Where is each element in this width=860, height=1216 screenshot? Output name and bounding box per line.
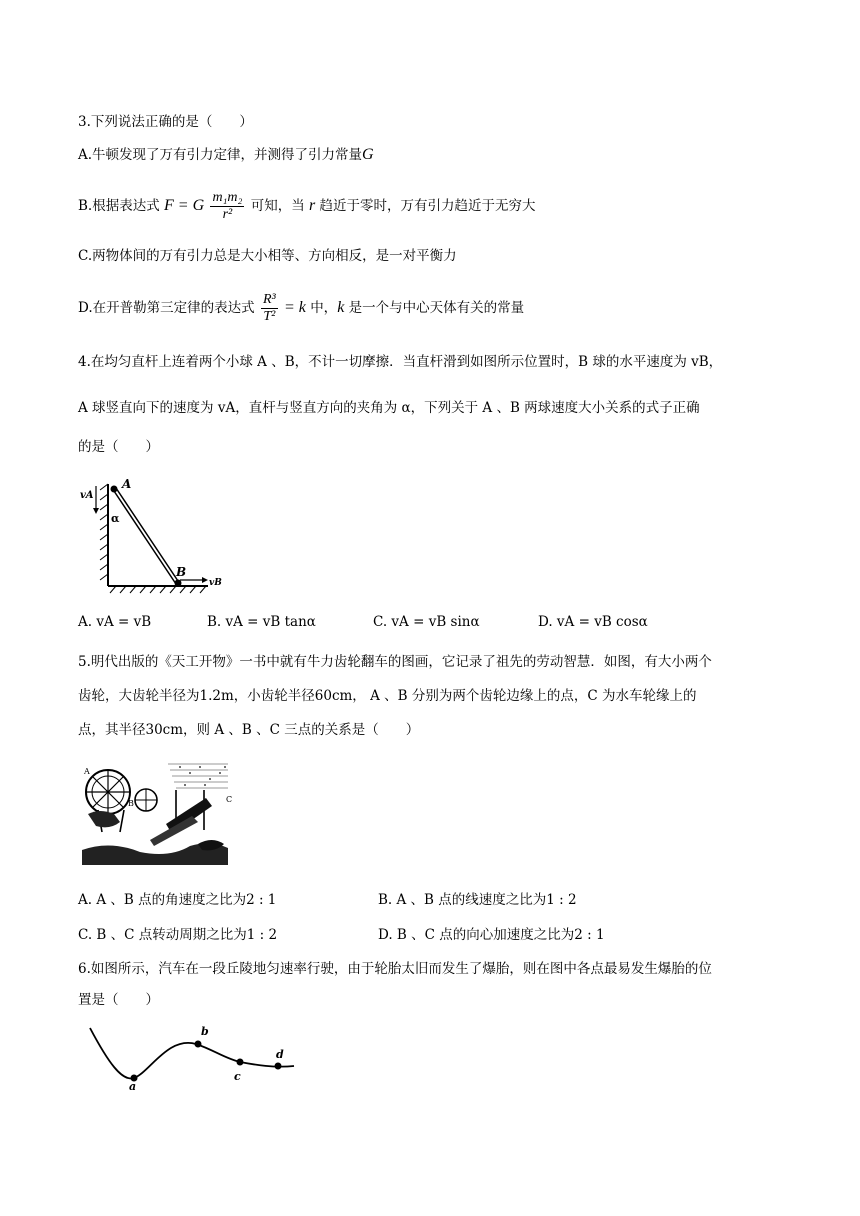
point-d xyxy=(275,1063,282,1070)
q5-option-a: A. A 、B 点的角速度之比为2 : 1 xyxy=(78,892,277,908)
label-c: c xyxy=(234,1070,241,1083)
q6-line2: 置是（ ） xyxy=(78,992,159,1008)
formula-lhs: F = G xyxy=(164,197,205,214)
q3-option-c: C.两物体间的万有引力总是大小相等、方向相反，是一对平衡力 xyxy=(78,248,457,264)
q4-line1: 4.在均匀直杆上连着两个小球 A 、B，不计一切摩擦．当直杆滑到如图所示位置时，B 球的水平速度为 vB， xyxy=(78,354,723,370)
q5-line1: 5.明代出版的《天工开物》一书中就有牛力齿轮翻车的图画，它记录了祖先的劳动智慧．如图，有大小两个 xyxy=(78,654,712,670)
q5-option-c: C. B 、C 点转动周期之比为1 : 2 xyxy=(78,927,278,943)
label-a: a xyxy=(129,1080,137,1093)
label-b: B xyxy=(176,565,187,579)
q5-option-b: B. A 、B 点的线速度之比为1 : 2 xyxy=(378,892,577,908)
label-a: A xyxy=(84,767,90,776)
q3-option-d: D.在开普勒第三定律的表达式 $\frac{\text{R³}}{\text{T²}}$ = k 中，k 是一个与中心天体有关的常量 xyxy=(78,292,525,324)
q5-line3: 点，其半径30cm，则 A 、B 、C 三点的关系是（ ） xyxy=(78,722,420,738)
label-va: vA xyxy=(80,490,94,501)
q4-line3: 的是（ ） xyxy=(78,439,159,455)
point-c xyxy=(237,1059,244,1066)
label-c: C xyxy=(226,795,233,804)
q3-option-a: A.牛顿发现了万有引力定律，并测得了引力常量G xyxy=(78,146,374,163)
label-d: d xyxy=(276,1048,284,1061)
q4-option-d: D. vA = vB cosα xyxy=(538,614,648,630)
q4-option-a: A. vA = vB xyxy=(78,614,152,630)
q3-option-b: B.根据表达式 F = G $\frac{\text{m₁m₂}}{\text{r²}}$ 可知，当 r 趋近于零时，万有引力趋近于无穷大 xyxy=(78,190,536,222)
ball-a xyxy=(111,486,118,493)
q5-option-d: D. B 、C 点的向心加速度之比为2 : 1 xyxy=(378,927,605,943)
label-a: A xyxy=(122,477,132,491)
label-b: B xyxy=(128,799,134,808)
gravity-fraction: $\frac{\text{m₁m₂}}{\text{r²}}$ xyxy=(212,190,243,222)
rod-figure xyxy=(76,476,226,596)
q4-line2: A 球竖直向下的速度为 vA，直杆与竖直方向的夹角为 α，下列关于 A 、B 两球速度大小关系的式子正确 xyxy=(78,400,700,416)
hill-road-figure xyxy=(84,1018,304,1093)
kepler-fraction: $\frac{\text{R³}}{\text{T²}}$ xyxy=(262,292,276,324)
label-b: b xyxy=(201,1025,209,1038)
point-b xyxy=(195,1041,202,1048)
q3-stem: 3.下列说法正确的是（ ） xyxy=(78,114,253,130)
q6-line1: 6.如图所示，汽车在一段丘陵地匀速率行驶，由于轮胎太旧而发生了爆胎，则在图中各点最易发生爆胎的位 xyxy=(78,961,712,977)
label-vb: vB xyxy=(209,578,222,588)
q4-option-b: B. vA = vB tanα xyxy=(207,614,316,630)
q5-line2: 齿轮，大齿轮半径为1.2m，小齿轮半径60cm， A 、B 分别为两个齿轮边缘上的点，C 为水车轮缘上的 xyxy=(78,688,697,704)
waterwheel-illustration xyxy=(80,760,233,865)
q4-option-c: C. vA = vB sinα xyxy=(373,614,480,630)
label-alpha: α xyxy=(111,512,120,525)
